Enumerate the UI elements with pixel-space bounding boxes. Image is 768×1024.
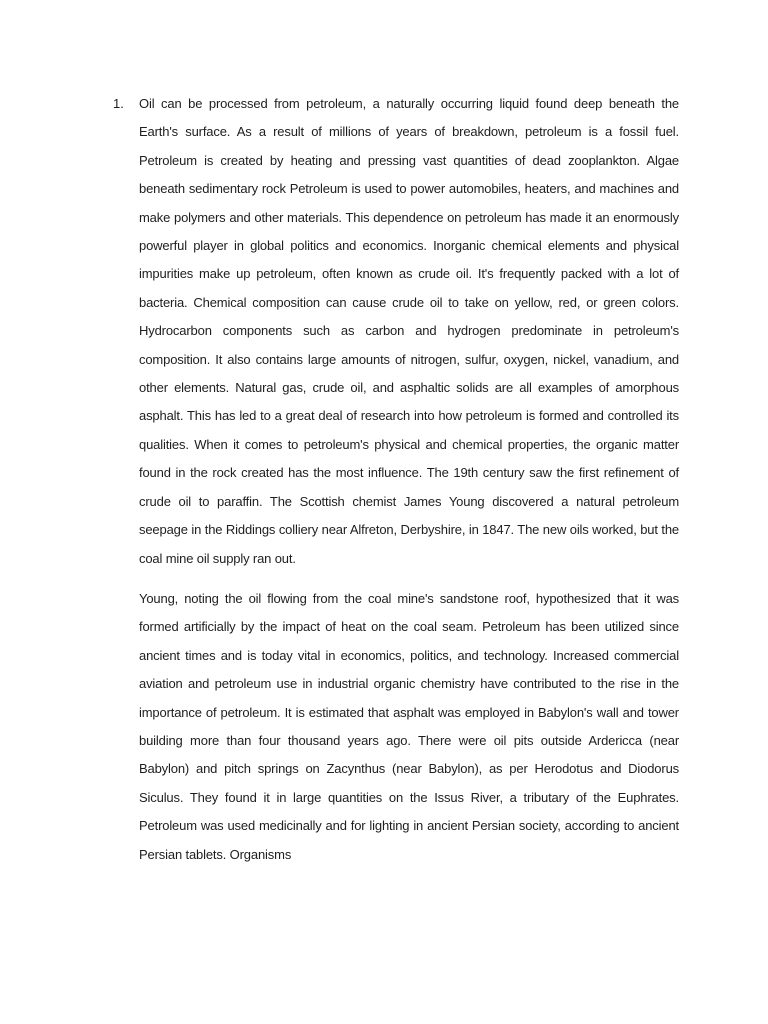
paragraph-2: Young, noting the oil flowing from the coal mine's sandstone roof, hypothesized that it was formed artificially by the impact of heat on the coal seam. Petroleum has been utilized since ancient times and is today vital in economics, politics, and technology. Increased commercial aviation and petroleum use in industrial organic chemistry have contributed to the rise in the importance of petroleum. It is estimated that asphalt was employed in Babylon's wall and tower building more than four thousand years ago. There were oil pits outside Ardericca (near Babylon) and pitch springs on Zacynthus (near Babylon), as per Herodotus and Diodorus Siculus. They found it in large quantities on the Issus River, a tributary of the Euphrates. Petroleum was used medicinally and for lighting in ancient Persian society, according to ancient Persian tablets. Organisms	[139, 590, 679, 862]
numbered-list	[113, 90, 679, 869]
list-number: 1.	[113, 96, 124, 111]
list-item	[113, 90, 679, 869]
paragraph-1: Oil can be processed from petroleum, a naturally occurring liquid found deep beneath the Earth's surface. As a result of millions of years of breakdown, petroleum is a fossil fuel. Petroleum is created by heating and pressing vast quantities of dead zooplankton. Algae beneath sedimentary rock Petroleum is used to power automobiles, heaters, and machines and make polymers and other materials. This dependence on petroleum has made it an enormously powerful player in global politics and economics. Inorganic chemical elements and physical impurities make up petroleum, often known as crude oil. It's frequently packed with a lot of bacteria. Chemical composition can cause crude oil to take on yellow, red, or green colors. Hydrocarbon components such as carbon and hydrogen predominate in petroleum's composition. It also contains large amounts of nitrogen, sulfur, oxygen, nickel, vanadium, and other elements. Natural gas, crude oil, and asphaltic solids are all examples of amorphous asphalt. This has led to a great deal of research into how petroleum is formed and controlled its qualities. When it comes to petroleum's physical and chemical properties, the organic matter found in the rock created has the most influence. The 19th century saw the first refinement of crude oil to paraffin. The Scottish chemist James Young discovered a natural petroleum seepage in the Riddings colliery near Alfreton, Derbyshire, in 1847. The new oils worked, but the coal mine oil supply ran out.	[139, 96, 679, 566]
